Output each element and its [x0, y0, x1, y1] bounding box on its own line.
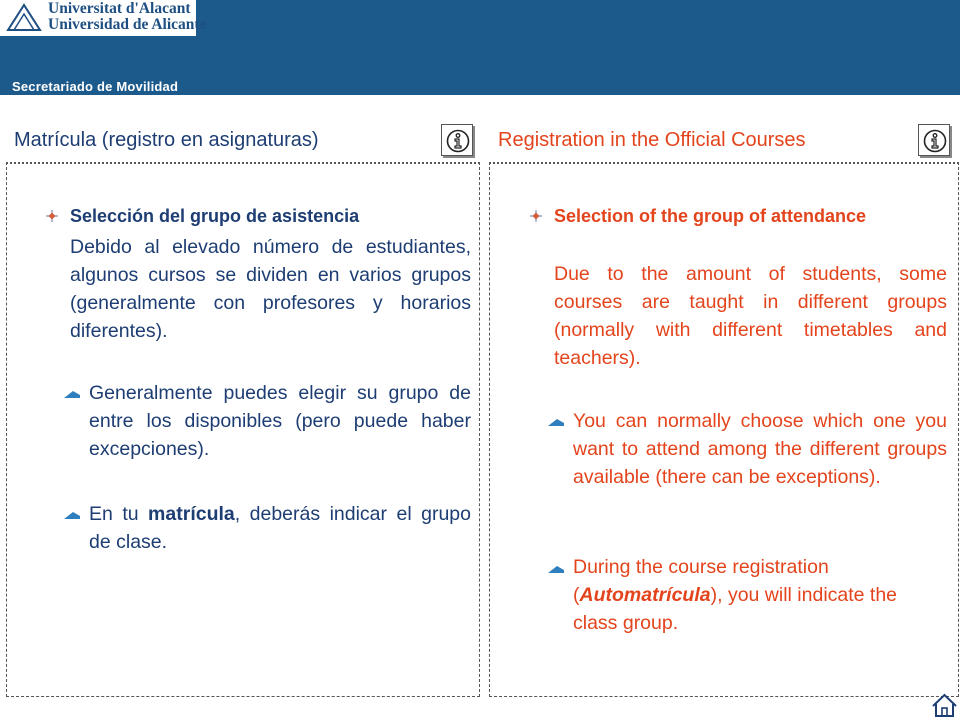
spanish-point-2-text-end: , deberás indicar el grupo de clase. — [89, 503, 471, 553]
english-point-2-text-end: ), you will indicate the class group. — [573, 584, 898, 634]
spanish-point-2-text: En tu — [89, 503, 149, 525]
english-panel-title: Registration in the Official Courses — [498, 129, 806, 151]
info-icon — [923, 129, 947, 153]
university-logo — [0, 0, 207, 36]
arrow-bullet-icon — [548, 564, 564, 574]
english-point-2 — [573, 553, 923, 637]
english-point-2-bold: Automatrícula — [579, 584, 711, 606]
diamond-bullet-icon — [46, 210, 58, 222]
department-name: Secretariado de Movilidad — [12, 79, 179, 94]
spanish-info-button[interactable] — [441, 124, 473, 156]
english-point-1: You can normally choose which one you want to attend among the different groups available (there can be exceptions). — [573, 410, 947, 488]
english-point-2-text: During the course registration ( — [573, 556, 829, 606]
home-icon[interactable] — [931, 693, 958, 718]
university-name-spanish: Universidad de Alicante — [48, 16, 207, 33]
spanish-point-1: Generalmente puedes elegir su grupo de entre los disponibles (pero puede haber excepciones). — [89, 382, 471, 460]
university-name-valencian: Universitat d'Alacant — [48, 0, 191, 17]
spanish-section-heading: Selección del grupo de asistencia — [70, 206, 360, 226]
info-icon — [446, 129, 470, 153]
spanish-panel-title: Matrícula (registro en asignaturas) — [14, 129, 319, 151]
header-banner — [0, 0, 960, 95]
university-logo-icon — [6, 2, 42, 32]
english-paragraph: Due to the amount of students, some courses are taught in different groups (normally with different timetables and teachers). — [554, 263, 947, 369]
diamond-bullet-icon — [530, 210, 542, 222]
spanish-point-2 — [89, 500, 471, 556]
english-section-heading: Selection of the group of attendance — [554, 206, 867, 226]
spanish-point-2-bold: matrícula — [148, 503, 235, 525]
spanish-paragraph: Debido al elevado número de estudiantes, algunos cursos se dividen en varios grupos (generalmente con profesores y horarios diferentes). — [70, 236, 471, 342]
arrow-bullet-icon — [64, 389, 80, 399]
arrow-bullet-icon — [64, 510, 80, 520]
english-info-button[interactable] — [918, 124, 950, 156]
arrow-bullet-icon — [548, 417, 564, 427]
